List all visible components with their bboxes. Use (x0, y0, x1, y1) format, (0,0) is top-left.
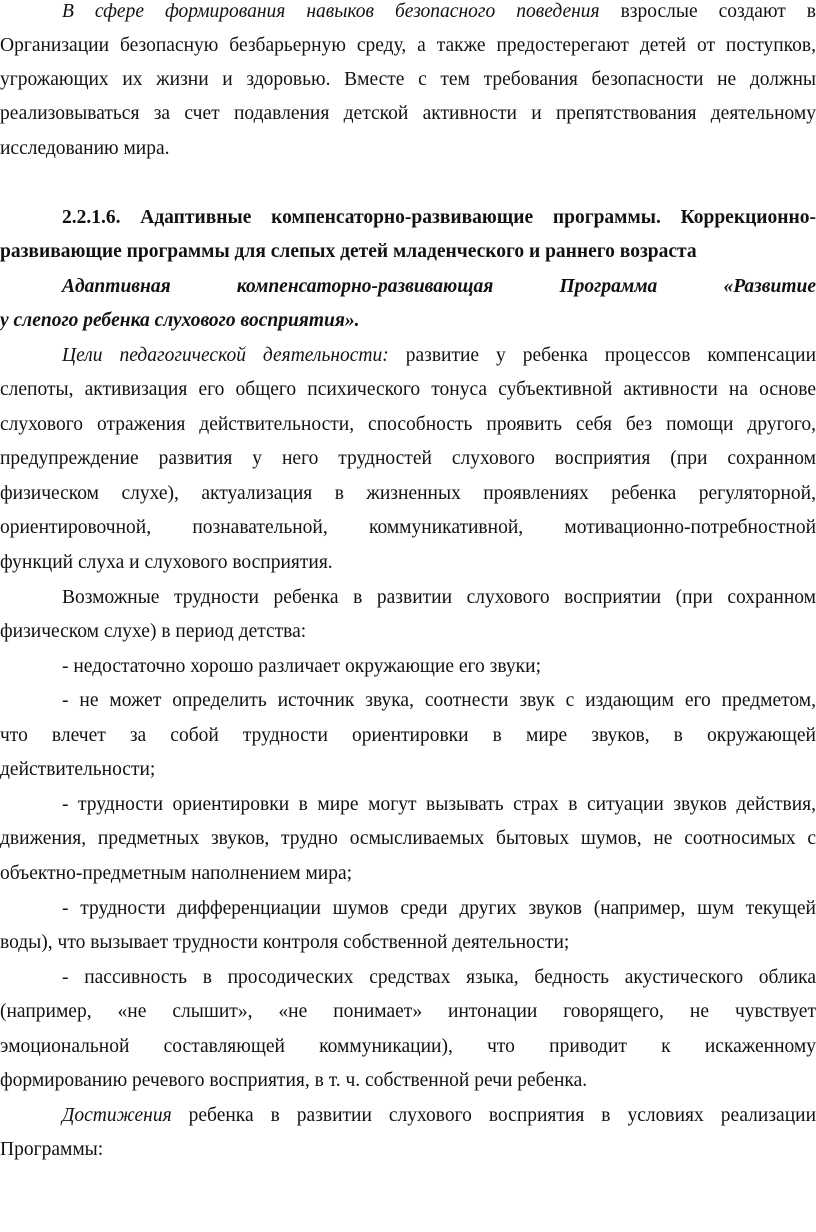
list-item-2-line-1: - не может определить источник звука, соотнести звук с издающим его предметом, (62, 690, 816, 711)
paragraph-safety-line-2: Организации безопасную безбарьерную среду, а также предостерегают детей от поступков, (0, 35, 816, 56)
program-title-line-2: у слепого ребенка слухового восприятия». (0, 310, 360, 331)
list-item-5-line-1: - пассивность в просодических средствах языка, бедность акустического облика (62, 967, 816, 988)
italic-lead: Цели педагогической деятельности: (62, 345, 389, 366)
list-item-4-line-1: - трудности дифференциации шумов среди других звуков (например, шум текущей (62, 898, 816, 919)
list-item-2-line-3: действительности; (0, 759, 156, 780)
goals-line-6: ориентировочной, познавательной, коммуникативной, мотивационно-потребностной (0, 517, 816, 538)
difficulties-intro-line-2: физическом слухе) в период детства: (0, 621, 307, 642)
list-item-3-line-3: объектно-предметным наполнением мира; (0, 863, 353, 884)
paragraph-safety-line-3: угрожающих их жизни и здоровью. Вместе с тем требования безопасности не должны (0, 69, 816, 90)
goals-line-1 (0, 344, 816, 368)
goals-line-4: предупреждение развития у него трудностей слухового восприятия (при сохранном (0, 448, 816, 469)
goals-line-7: функций слуха и слухового восприятия. (0, 552, 333, 573)
list-item-1: - недостаточно хорошо различает окружающие его звуки; (62, 656, 541, 677)
italic-lead: Достижения (62, 1105, 172, 1126)
list-item-5-line-4: формированию речевого восприятия, в т. ч. собственной речи ребенка. (0, 1070, 588, 1091)
difficulties-intro-line-1: Возможные трудности ребенка в развитии слухового восприятии (при сохранном (62, 587, 816, 608)
goals-line-3: слухового отражения действительности, способность проявить себя без помощи другого, (0, 414, 816, 435)
paragraph-safety-line-4: реализовываться за счет подавления детской активности и препятствования деятельному (0, 103, 816, 124)
section-heading-line-1: 2.2.1.6. Адаптивные компенсаторно-развивающие программы. Коррекционно- (62, 207, 816, 228)
paragraph-safety-line-1 (0, 0, 816, 24)
list-item-5-line-3: эмоциональной составляющей коммуникации), что приводит к искаженному (0, 1036, 816, 1057)
text-run: взрослые создают в (599, 1, 816, 22)
goals-line-2: слепоты, активизация его общего психического тонуса субъективной активности на основе (0, 379, 816, 400)
goals-line-5: физическом слухе), актуализация в жизненных проявлениях ребенка регуляторной, (0, 483, 816, 504)
achievements-line-2: Программы: (0, 1139, 104, 1160)
italic-lead: В сфере формирования навыков безопасного поведения (62, 1, 600, 22)
list-item-4-line-2: воды), что вызывает трудности контроля собственной деятельности; (0, 932, 570, 953)
list-item-3-line-2: движения, предметных звуков, трудно осмысливаемых бытовых шумов, не соотносимых с (0, 828, 816, 849)
section-heading-line-2: развивающие программы для слепых детей младенческого и раннего возраста (0, 241, 697, 262)
program-title-line-1: Адаптивная компенсаторно-развивающая Программа «Развитие (62, 276, 816, 297)
list-item-2-line-2: что влечет за собой трудности ориентировки в мире звуков, в окружающей (0, 725, 816, 746)
list-item-5-line-2: (например, «не слышит», «не понимает» интонации говорящего, не чувствует (0, 1001, 816, 1022)
text-run: развитие у ребенка процессов компенсации (388, 345, 816, 366)
list-item-3-line-1: - трудности ориентировки в мире могут вызывать страх в ситуации звуков действия, (62, 794, 816, 815)
text-run: ребенка в развитии слухового восприятия в условиях реализации (171, 1105, 816, 1126)
paragraph-safety-line-5: исследованию мира. (0, 138, 170, 159)
achievements-line-1 (0, 1104, 816, 1128)
